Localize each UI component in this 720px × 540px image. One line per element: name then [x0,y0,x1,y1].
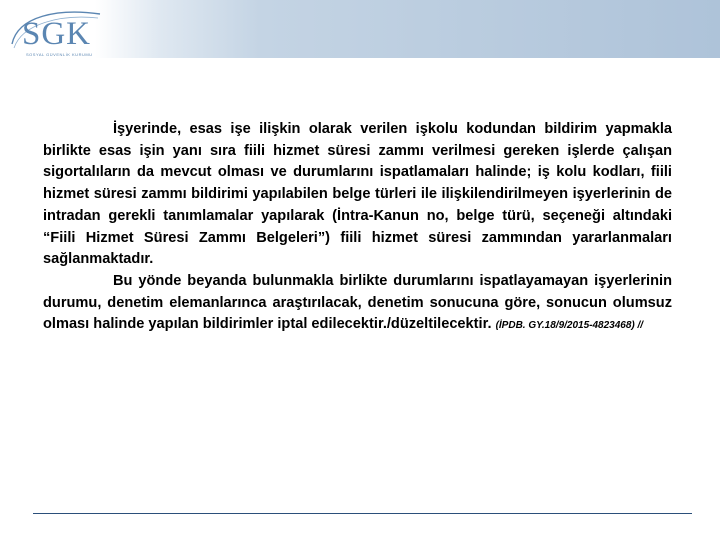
paragraph-1: İşyerinde, esas işe ilişkin olarak verilen işkolu kodundan bildirim yapmakla birlikte esas işin yanı sıra fiili hizmet süresi zammı verilmesi gereken işlerde çalışan sigortalıların da mevcut olması ve durumlarını ispatlamaları halinde; iş kolu kodları, fiili hizmet süresi zammı bildirimi yapılabilen belge türleri ile ilişkilendirilmeyen işyerlerinin de intradan gerekli tanımlamalar yapılarak (İntra-Kanun no, belge türü, seçeneği altındaki “Fiili Hizmet Süresi Zammı Belgeleri”) fiili hizmet süresi zammından yararlanmaları sağlanmaktadır. [43,121,672,268]
slide-body [43,119,672,337]
sgk-logo [8,10,104,56]
reference-note: (İPDB. GY.18/9/2015-4823468) // [495,320,644,332]
paragraph-2-text: Bu yönde beyanda bulunmakla birlikte durumlarını ispatlayamayan işyerlerinin durumu, denetim elemanlarınca araştırılacak, denetim sonucuna göre, sonucun olumsuz olması halinde yapılan bildirimler iptal edilecektir./düzeltilecektir. [43,272,672,333]
logo-subtitle: SOSYAL GÜVENLİK KURUMU [26,52,93,57]
logo-text: SGK [22,16,92,52]
footer-divider [33,513,692,514]
paragraph-2 [43,271,672,337]
header-band [0,0,720,58]
